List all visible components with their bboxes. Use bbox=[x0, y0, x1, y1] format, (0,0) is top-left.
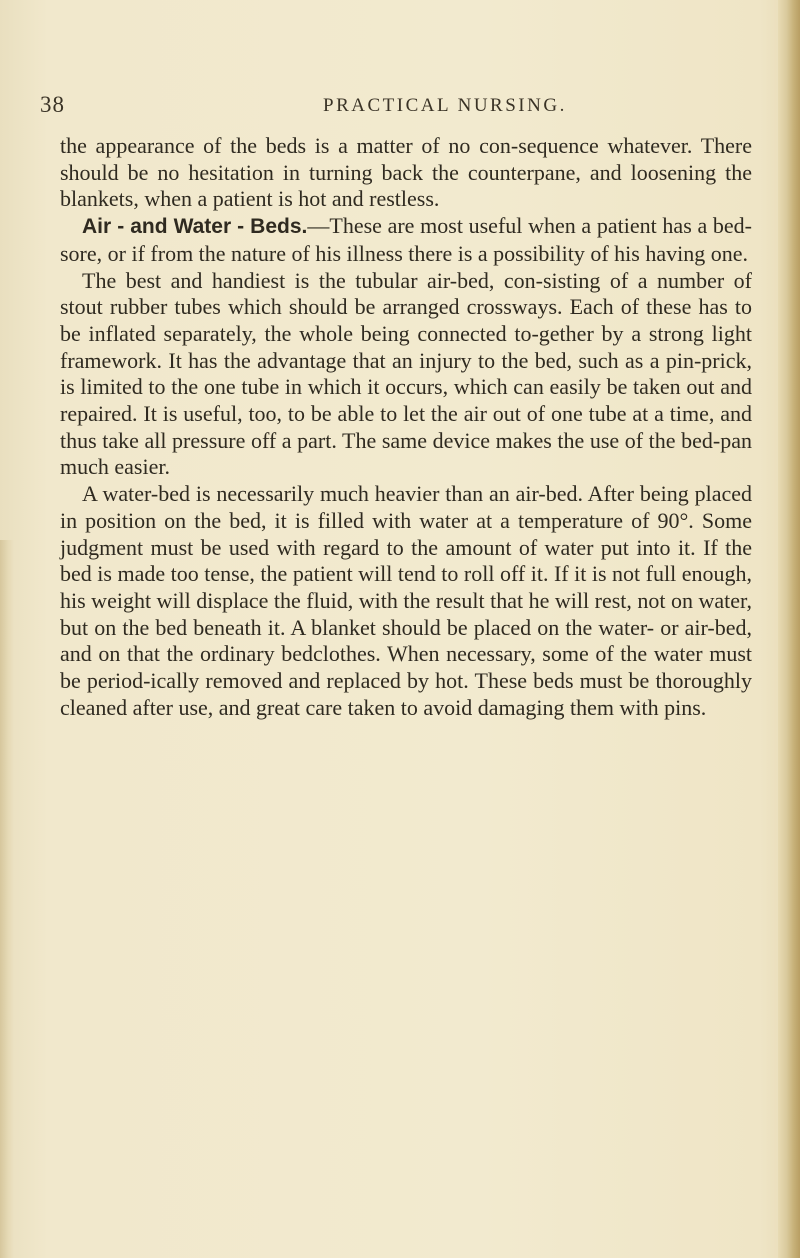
section-heading: Air - and Water - Beds. bbox=[82, 215, 308, 239]
paragraph-2-text: —These are most useful when a patient has a bed-sore, or if from the nature of his illness there is a possibility of his having one. bbox=[60, 213, 752, 266]
body-text bbox=[60, 133, 752, 721]
running-head bbox=[0, 92, 800, 122]
paragraph-3: The best and handiest is the tubular air-bed, con-sisting of a number of stout rubber tubes which should be arranged crossways. Each of these has to be inflated separately, the whole being connected to-gether by a strong light framework. It has the advantage that an injury to the bed, such as a pin-prick, is limited to the one tube in which it occurs, which can easily be taken out and repaired. It is useful, too, to be able to let the air out of one tube at a time, and thus take all pressure off a part. The same device makes the use of the bed-pan much easier. bbox=[60, 267, 752, 480]
paragraph-1: the appearance of the beds is a matter of no con-sequence whatever. There should be no hesitation in turning back the counterpane, and loosening the blankets, when a patient is hot and restless. bbox=[60, 133, 752, 212]
page-edge-right bbox=[778, 0, 800, 1258]
page-number: 38 bbox=[40, 92, 65, 117]
paragraph-2 bbox=[60, 213, 752, 267]
paragraph-4: A water-bed is necessarily much heavier than an air-bed. After being placed in position on the bed, it is filled with water at a temperature of 90°. Some judgment must be used with regard to the amount of water put into it. If the bed is made too tense, the patient will tend to roll off it. If it is not full enough, his weight will displace the fluid, with the result that he will rest, not on water, but on the bed beneath it. A blanket should be placed on the water- or air-bed, and on that the ordinary bedclothes. When necessary, some of the water must be period-ically removed and replaced by hot. These beds must be thoroughly cleaned after use, and great care taken to avoid damaging them with pins. bbox=[60, 481, 752, 720]
page-edge-left bbox=[0, 540, 14, 1258]
running-title: PRACTICAL NURSING. bbox=[323, 95, 567, 116]
